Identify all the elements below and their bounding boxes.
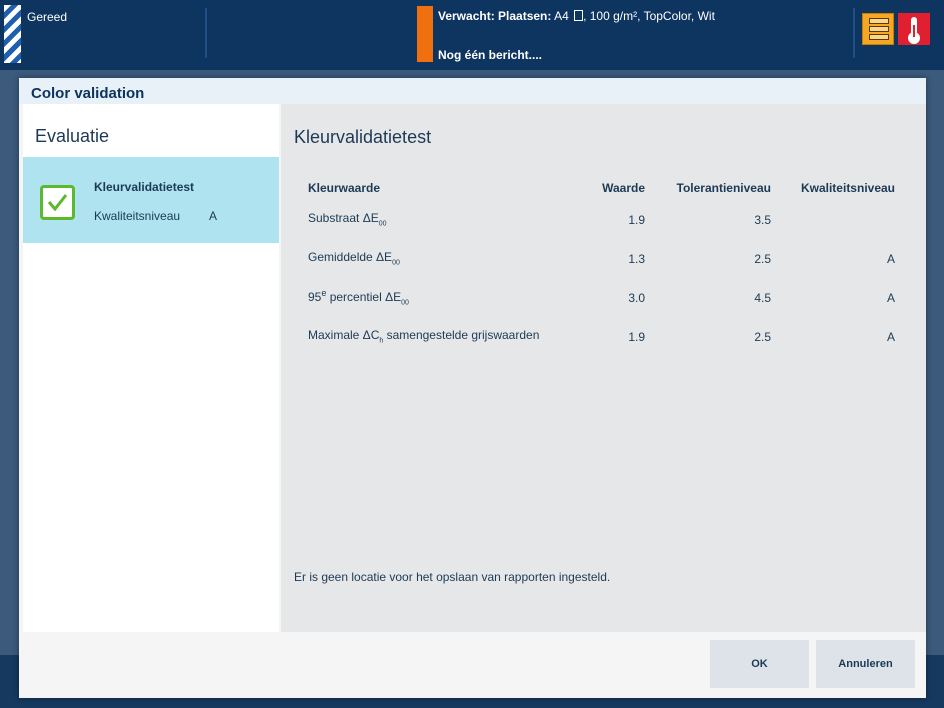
metric-value: 3.0 [628, 290, 645, 305]
media-details: , 100 g/m², TopColor, Wit [583, 9, 715, 23]
color-validation-dialog [19, 78, 926, 698]
metric-quality: A [886, 251, 895, 266]
cancel-button[interactable]: Annuleren [816, 640, 915, 688]
table-row [294, 317, 895, 356]
metric-quality: A [886, 329, 895, 344]
table-row [294, 239, 895, 278]
expected-media[interactable] [438, 9, 715, 23]
metric-value: 1.9 [628, 212, 645, 227]
metric-name: 95e percentiel $\Delta E_{00}$ [308, 288, 409, 307]
metric-quality: A [886, 290, 895, 305]
dialog-title: Color validation [19, 78, 926, 104]
document-icon [574, 10, 583, 21]
column-header: Kwaliteitsniveau [800, 181, 895, 195]
metric-name: Maximale $\Delta C_h$ samengestelde grijswaarden [308, 328, 540, 345]
evaluation-heading: Evaluatie [35, 126, 110, 146]
column-header: Tolerantieniveau [676, 181, 771, 195]
divider [853, 8, 855, 58]
ready-stripe-icon [4, 5, 21, 63]
check-icon [40, 185, 75, 220]
metric-value: 1.3 [628, 251, 645, 266]
list-item-color-validation-test[interactable] [23, 157, 279, 243]
list-item-title: Kleurvalidatietest [94, 180, 195, 194]
thermometer-icon[interactable] [898, 13, 930, 45]
status-text: Gereed [27, 10, 68, 24]
paper-stack-icon[interactable] [862, 13, 894, 45]
metric-tolerance: 2.5 [754, 251, 771, 266]
metric-tolerance: 3.5 [754, 212, 771, 227]
quality-value: A [209, 209, 218, 223]
paper-size: A4 [554, 9, 569, 23]
metric-name: Gemiddelde $\Delta E_{00}$ [308, 250, 400, 267]
ok-button[interactable]: OK [710, 640, 809, 688]
column-header: Waarde [602, 181, 645, 195]
table-row [294, 278, 895, 317]
quality-label: Kwaliteitsniveau [94, 209, 181, 223]
table-header-row [294, 176, 895, 200]
status-bar [0, 0, 944, 70]
expected-label: Verwacht: Plaatsen: [438, 9, 552, 23]
metric-tolerance: 4.5 [754, 290, 771, 305]
results-table [294, 176, 895, 356]
column-header: Kleurwaarde [308, 181, 381, 195]
metric-value: 1.9 [628, 329, 645, 344]
metric-name: Substraat $\Delta E_{00}$ [308, 211, 387, 228]
details-panel [281, 104, 926, 632]
evaluation-panel [23, 104, 279, 632]
metric-quality [771, 200, 895, 239]
metric-tolerance: 2.5 [754, 329, 771, 344]
warning-indicator [417, 6, 433, 62]
message-link[interactable]: Nog één bericht.... [438, 48, 543, 62]
button-bar [19, 632, 926, 698]
report-location-note: Er is geen locatie voor het opslaan van rapporten ingesteld. [294, 570, 611, 584]
divider [205, 8, 207, 58]
test-title: Kleurvalidatietest [294, 127, 432, 147]
table-row [294, 200, 895, 239]
